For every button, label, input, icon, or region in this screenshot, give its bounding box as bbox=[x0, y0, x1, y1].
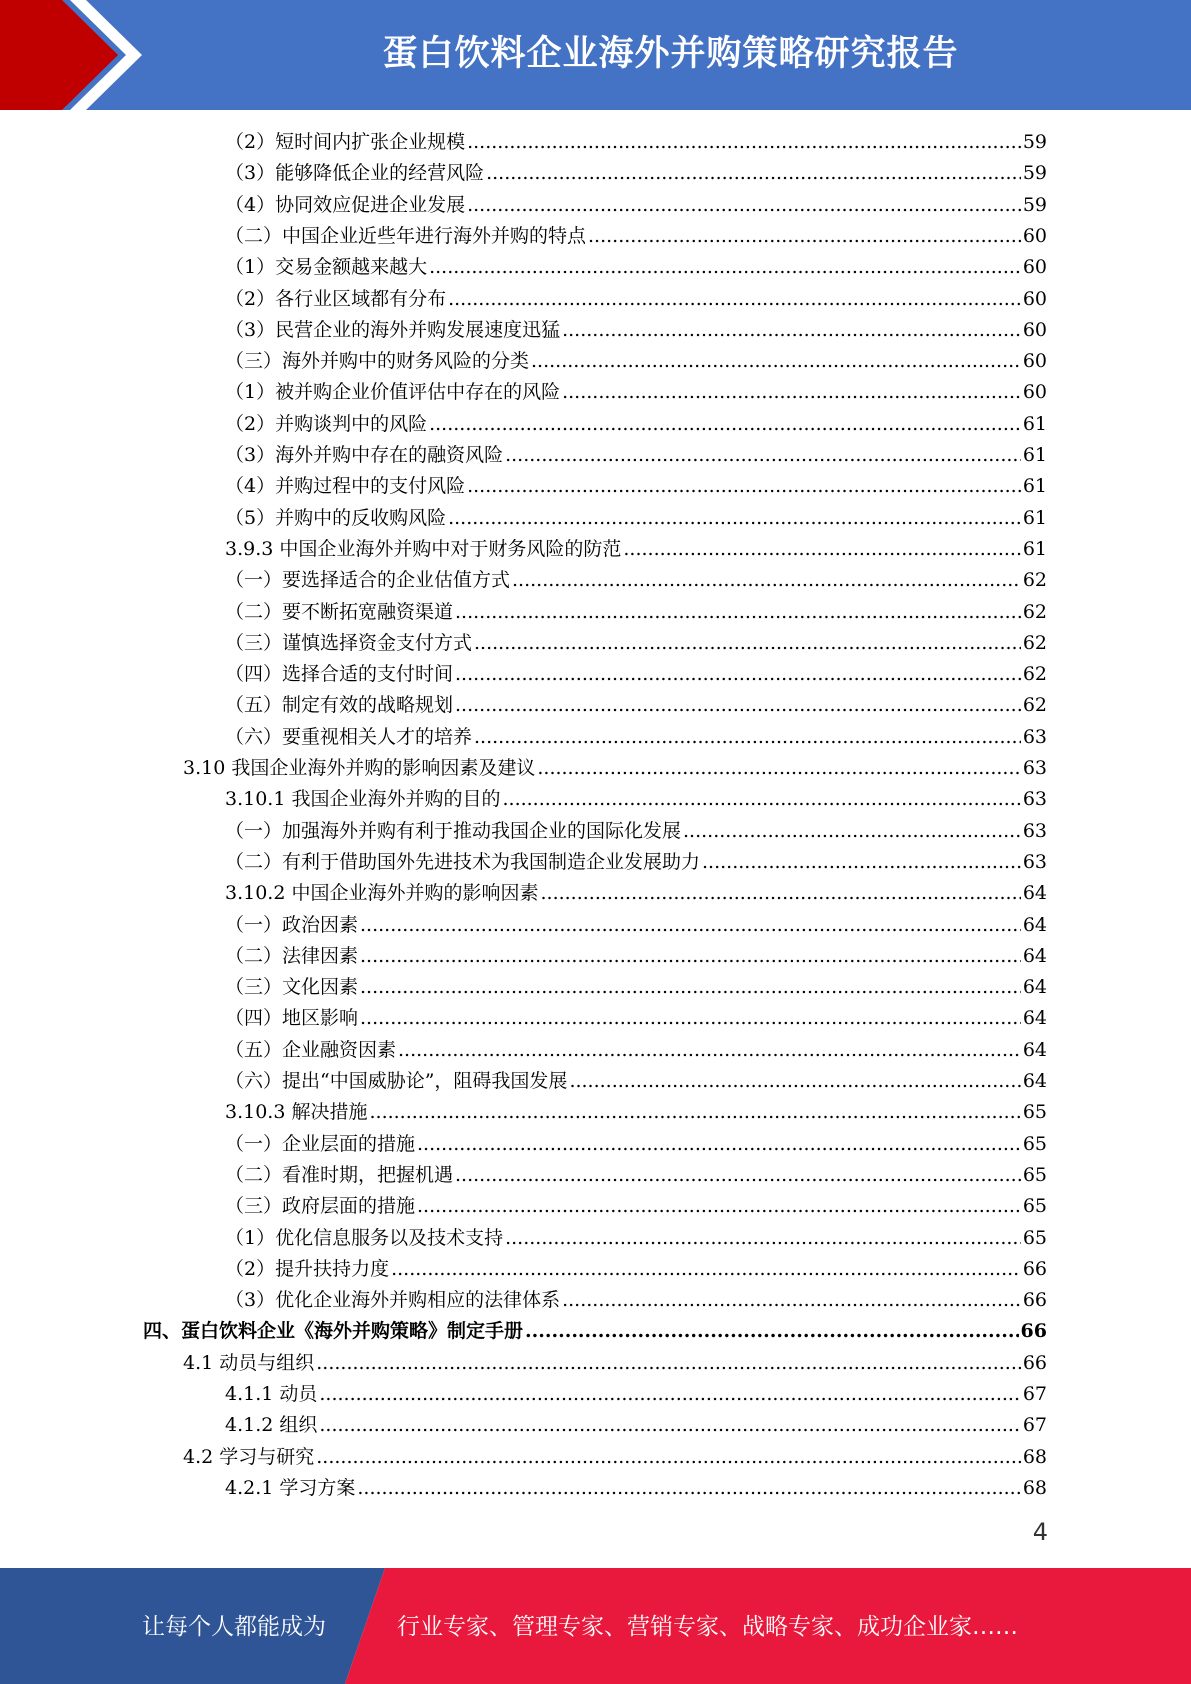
toc-entry-page: 59 bbox=[1022, 131, 1047, 153]
toc-entry-title: （1）优化信息服务以及技术支持 bbox=[225, 1226, 504, 1249]
toc-entry-page: 65 bbox=[1022, 1163, 1047, 1186]
toc-entry[interactable] bbox=[225, 1066, 1047, 1097]
toc-entry-title: （3）海外并购中存在的融资风险 bbox=[225, 444, 504, 466]
toc-entry-page: 66 bbox=[1022, 1257, 1047, 1280]
toc-entry-title: 4.1 动员与组织 bbox=[183, 1351, 315, 1374]
toc-leader-dots bbox=[455, 690, 1021, 721]
toc-entry-page: 61 bbox=[1022, 537, 1047, 560]
toc-leader-dots bbox=[319, 1410, 1020, 1441]
toc-leader-dots bbox=[562, 377, 1021, 408]
toc-entry[interactable] bbox=[225, 1191, 1047, 1222]
toc-leader-dots bbox=[429, 409, 1021, 440]
toc-leader-dots bbox=[525, 1316, 1019, 1347]
toc-leader-dots bbox=[360, 1003, 1021, 1034]
footer-band bbox=[0, 1568, 1191, 1684]
toc-entry-title: （三）海外并购中的财务风险的分类 bbox=[225, 350, 530, 373]
toc-entry-page: 62 bbox=[1022, 569, 1047, 592]
toc-entry-title: （2）各行业区域都有分布 bbox=[225, 287, 447, 310]
toc-entry-title: （六）要重视相关人才的培养 bbox=[225, 725, 473, 748]
toc-entry[interactable] bbox=[225, 784, 1047, 815]
toc-entry-title: （一）政治因素 bbox=[225, 913, 359, 936]
toc-leader-dots bbox=[316, 1348, 1021, 1379]
toc-entry[interactable] bbox=[225, 1223, 1047, 1254]
toc-entry-title: 4.1.1 动员 bbox=[225, 1383, 318, 1405]
toc-entry-title: （一）企业层面的措施 bbox=[225, 1132, 416, 1155]
toc-entry-page: 60 bbox=[1022, 224, 1047, 247]
toc-entry-title: 3.10.3 解决措施 bbox=[225, 1101, 368, 1124]
toc-entry-title: （4）协同效应促进企业发展 bbox=[225, 193, 466, 216]
toc-entry-page: 64 bbox=[1022, 882, 1047, 905]
toc-entry-title: 3.10 我国企业海外并购的影响因素及建议 bbox=[183, 757, 536, 779]
toc-entry[interactable] bbox=[225, 190, 1047, 221]
toc-entry-title: （1）交易金额越来越大 bbox=[225, 256, 428, 279]
toc-leader-dots bbox=[455, 1160, 1021, 1191]
toc-entry-title: 四、蛋白饮料企业《海外并购策略》制定手册 bbox=[143, 1320, 524, 1343]
toc-entry-page: 59 bbox=[1022, 162, 1047, 185]
toc-entry-page: 62 bbox=[1022, 631, 1047, 654]
toc-entry[interactable] bbox=[225, 346, 1047, 377]
toc-leader-dots bbox=[562, 315, 1021, 346]
toc-entry[interactable] bbox=[225, 127, 1047, 158]
toc-entry[interactable] bbox=[225, 1254, 1047, 1285]
toc-entry[interactable] bbox=[225, 471, 1047, 502]
toc-entry[interactable] bbox=[225, 628, 1047, 659]
toc-entry-page: 67 bbox=[1022, 1383, 1047, 1405]
toc-leader-dots bbox=[474, 722, 1021, 753]
toc-entry[interactable] bbox=[225, 252, 1047, 283]
toc-entry-title: 4.2 学习与研究 bbox=[183, 1445, 315, 1468]
toc-entry[interactable] bbox=[225, 1160, 1047, 1191]
toc-entry-page: 66 bbox=[1020, 1320, 1047, 1343]
toc-entry[interactable] bbox=[225, 503, 1047, 534]
toc-entry-page: 67 bbox=[1022, 1414, 1047, 1437]
toc-entry-title: （3）优化企业海外并购相应的法律体系 bbox=[225, 1289, 561, 1312]
toc-leader-dots bbox=[502, 784, 1020, 815]
toc-entry[interactable] bbox=[225, 878, 1047, 909]
toc-leader-dots bbox=[623, 534, 1020, 565]
toc-entry-page: 68 bbox=[1022, 1476, 1047, 1499]
toc-entry[interactable] bbox=[225, 1379, 1047, 1410]
toc-entry[interactable] bbox=[143, 1316, 1047, 1347]
toc-entry[interactable] bbox=[225, 534, 1047, 565]
toc-entry[interactable] bbox=[225, 221, 1047, 252]
toc-entry-page: 60 bbox=[1022, 381, 1047, 404]
toc-entry-title: （2）并购谈判中的风险 bbox=[225, 412, 428, 435]
toc-entry-page: 63 bbox=[1022, 850, 1047, 873]
toc-entry-title: （五）企业融资因素 bbox=[225, 1038, 397, 1061]
toc-entry-page: 61 bbox=[1022, 506, 1047, 529]
toc-leader-dots bbox=[562, 1285, 1021, 1316]
toc-entry[interactable] bbox=[225, 816, 1047, 847]
toc-entry[interactable] bbox=[225, 690, 1047, 721]
toc-entry[interactable] bbox=[225, 1129, 1047, 1160]
toc-entry-title: （4）并购过程中的支付风险 bbox=[225, 475, 466, 498]
toc-leader-dots bbox=[429, 252, 1021, 283]
toc-leader-dots bbox=[319, 1379, 1020, 1410]
toc-entry-title: （二）看准时期，把握机遇 bbox=[225, 1163, 454, 1186]
toc-leader-dots bbox=[540, 878, 1020, 909]
toc-entry-title: （2）短时间内扩张企业规模 bbox=[225, 131, 466, 153]
red-arrow-logo bbox=[0, 0, 150, 110]
toc-entry[interactable] bbox=[225, 284, 1047, 315]
toc-entry-title: （一）要选择适合的企业估值方式 bbox=[225, 569, 511, 592]
toc-leader-dots bbox=[537, 753, 1020, 784]
toc-entry-page: 65 bbox=[1022, 1195, 1047, 1218]
page-number: 4 bbox=[1032, 1518, 1048, 1546]
toc-entry-title: （三）文化因素 bbox=[225, 976, 359, 999]
toc-entry[interactable] bbox=[183, 1348, 1047, 1379]
toc-leader-dots bbox=[467, 471, 1021, 502]
toc-entry-title: （二）要不断拓宽融资渠道 bbox=[225, 600, 454, 623]
toc-entry[interactable] bbox=[225, 1473, 1047, 1504]
toc-leader-dots bbox=[398, 1035, 1021, 1066]
toc-entry-title: （3）能够降低企业的经营风险 bbox=[225, 162, 485, 185]
toc-entry-page: 65 bbox=[1022, 1101, 1047, 1124]
toc-entry[interactable] bbox=[225, 722, 1047, 753]
toc-entry-title: 3.9.3 中国企业海外并购中对于财务风险的防范 bbox=[225, 537, 622, 560]
toc-leader-dots bbox=[417, 1191, 1021, 1222]
toc-entry[interactable] bbox=[225, 972, 1047, 1003]
toc-entry-page: 60 bbox=[1022, 287, 1047, 310]
toc-entry-page: 62 bbox=[1022, 694, 1047, 717]
footer-slogan-right: 行业专家、管理专家、营销专家、战略专家、成功企业家…… bbox=[397, 1614, 1018, 1640]
toc-entry-page: 64 bbox=[1022, 913, 1047, 936]
toc-leader-dots bbox=[357, 1473, 1020, 1504]
toc-entry[interactable] bbox=[225, 409, 1047, 440]
toc-leader-dots bbox=[474, 628, 1021, 659]
toc-entry-page: 66 bbox=[1022, 1289, 1047, 1312]
toc-entry[interactable] bbox=[225, 597, 1047, 628]
toc-entry[interactable] bbox=[225, 565, 1047, 596]
toc-entry[interactable] bbox=[225, 910, 1047, 941]
toc-entry-title: 3.10.1 我国企业海外并购的目的 bbox=[225, 788, 501, 811]
toc-entry[interactable] bbox=[225, 659, 1047, 690]
toc-entry-page: 64 bbox=[1022, 944, 1047, 967]
toc-entry-page: 63 bbox=[1022, 725, 1047, 748]
toc-entry-page: 61 bbox=[1022, 444, 1047, 466]
toc-entry-title: （5）并购中的反收购风险 bbox=[225, 506, 447, 529]
toc-entry[interactable] bbox=[225, 158, 1047, 189]
toc-entry-title: 3.10.2 中国企业海外并购的影响因素 bbox=[225, 882, 539, 905]
toc-entry-page: 64 bbox=[1022, 1038, 1047, 1061]
toc-entry-page: 60 bbox=[1022, 256, 1047, 279]
toc-entry-page: 61 bbox=[1022, 475, 1047, 498]
toc-entry-title: （三）谨慎选择资金支付方式 bbox=[225, 631, 473, 654]
toc-entry-page: 61 bbox=[1022, 412, 1047, 435]
toc-entry-title: （二）法律因素 bbox=[225, 944, 359, 967]
toc-leader-dots bbox=[486, 158, 1021, 189]
toc-entry-page: 65 bbox=[1022, 1226, 1047, 1249]
toc-entry-title: 4.1.2 组织 bbox=[225, 1414, 318, 1437]
toc-entry-title: 4.2.1 学习方案 bbox=[225, 1476, 356, 1499]
toc-entry[interactable] bbox=[225, 1410, 1047, 1441]
toc-leader-dots bbox=[467, 190, 1021, 221]
toc-leader-dots bbox=[369, 1097, 1020, 1128]
toc-leader-dots bbox=[702, 847, 1021, 878]
toc-entry-page: 68 bbox=[1022, 1445, 1047, 1468]
toc-entry-title: （二）有利于借助国外先进技术为我国制造企业发展助力 bbox=[225, 850, 701, 873]
toc-entry-page: 63 bbox=[1022, 757, 1047, 779]
toc-entry-title: （1）被并购企业价值评估中存在的风险 bbox=[225, 381, 561, 404]
toc-entry[interactable] bbox=[183, 1442, 1047, 1473]
toc-leader-dots bbox=[505, 440, 1021, 471]
toc-leader-dots bbox=[360, 972, 1021, 1003]
toc-entry[interactable] bbox=[225, 377, 1047, 408]
toc-entry-title: （四）地区影响 bbox=[225, 1007, 359, 1030]
toc-leader-dots bbox=[455, 597, 1021, 628]
toc-entry-page: 60 bbox=[1022, 350, 1047, 373]
toc-entry[interactable] bbox=[225, 1097, 1047, 1128]
toc-entry-page: 62 bbox=[1022, 600, 1047, 623]
toc-entry-title: （六）提出“中国威胁论”，阻碍我国发展 bbox=[225, 1070, 568, 1092]
toc-entry[interactable] bbox=[225, 315, 1047, 346]
toc-entry[interactable] bbox=[225, 1003, 1047, 1034]
toc-entry-title: （三）政府层面的措施 bbox=[225, 1195, 416, 1218]
toc-entry[interactable] bbox=[225, 440, 1047, 471]
toc-entry-page: 64 bbox=[1022, 1007, 1047, 1030]
toc-entry-title: （五）制定有效的战略规划 bbox=[225, 694, 454, 717]
toc-entry-page: 64 bbox=[1022, 976, 1047, 999]
toc-entry-page: 59 bbox=[1022, 193, 1047, 216]
toc-leader-dots bbox=[467, 127, 1021, 158]
toc-entry-page: 60 bbox=[1022, 318, 1047, 341]
toc-leader-dots bbox=[569, 1066, 1020, 1097]
toc-entry-page: 66 bbox=[1022, 1351, 1047, 1374]
toc-leader-dots bbox=[391, 1254, 1021, 1285]
toc-leader-dots bbox=[316, 1442, 1021, 1473]
toc-entry[interactable] bbox=[183, 753, 1047, 784]
report-title: 蛋白饮料企业海外并购策略研究报告 bbox=[382, 34, 959, 74]
toc-leader-dots bbox=[512, 565, 1021, 596]
toc-entry-title: （3）民营企业的海外并购发展速度迅猛 bbox=[225, 318, 561, 341]
toc-entry-page: 62 bbox=[1022, 663, 1047, 686]
toc-leader-dots bbox=[448, 503, 1021, 534]
toc-leader-dots bbox=[588, 221, 1021, 252]
toc-entry-page: 64 bbox=[1022, 1070, 1047, 1092]
toc-entry[interactable] bbox=[225, 1285, 1047, 1316]
toc-leader-dots bbox=[360, 941, 1021, 972]
toc-leader-dots bbox=[683, 816, 1021, 847]
footer-slogan-left: 让每个人都能成为 bbox=[142, 1614, 326, 1640]
toc-entry-page: 63 bbox=[1022, 819, 1047, 842]
toc-entry-title: （四）选择合适的支付时间 bbox=[225, 663, 454, 686]
toc-entry[interactable] bbox=[225, 847, 1047, 878]
toc-leader-dots bbox=[360, 910, 1021, 941]
toc-leader-dots bbox=[531, 346, 1021, 377]
toc-entry-title: （二）中国企业近些年进行海外并购的特点 bbox=[225, 224, 587, 247]
toc-entry-title: （一）加强海外并购有利于推动我国企业的国际化发展 bbox=[225, 819, 682, 842]
toc-entry[interactable] bbox=[225, 1035, 1047, 1066]
toc-entry[interactable] bbox=[225, 941, 1047, 972]
toc-leader-dots bbox=[455, 659, 1021, 690]
toc-leader-dots bbox=[417, 1129, 1021, 1160]
toc-leader-dots bbox=[448, 284, 1021, 315]
toc-leader-dots bbox=[505, 1223, 1021, 1254]
toc-entry-page: 63 bbox=[1022, 788, 1047, 811]
toc-entry-title: （2）提升扶持力度 bbox=[225, 1257, 390, 1280]
header-band bbox=[0, 0, 1191, 110]
toc-entry-page: 65 bbox=[1022, 1132, 1047, 1155]
